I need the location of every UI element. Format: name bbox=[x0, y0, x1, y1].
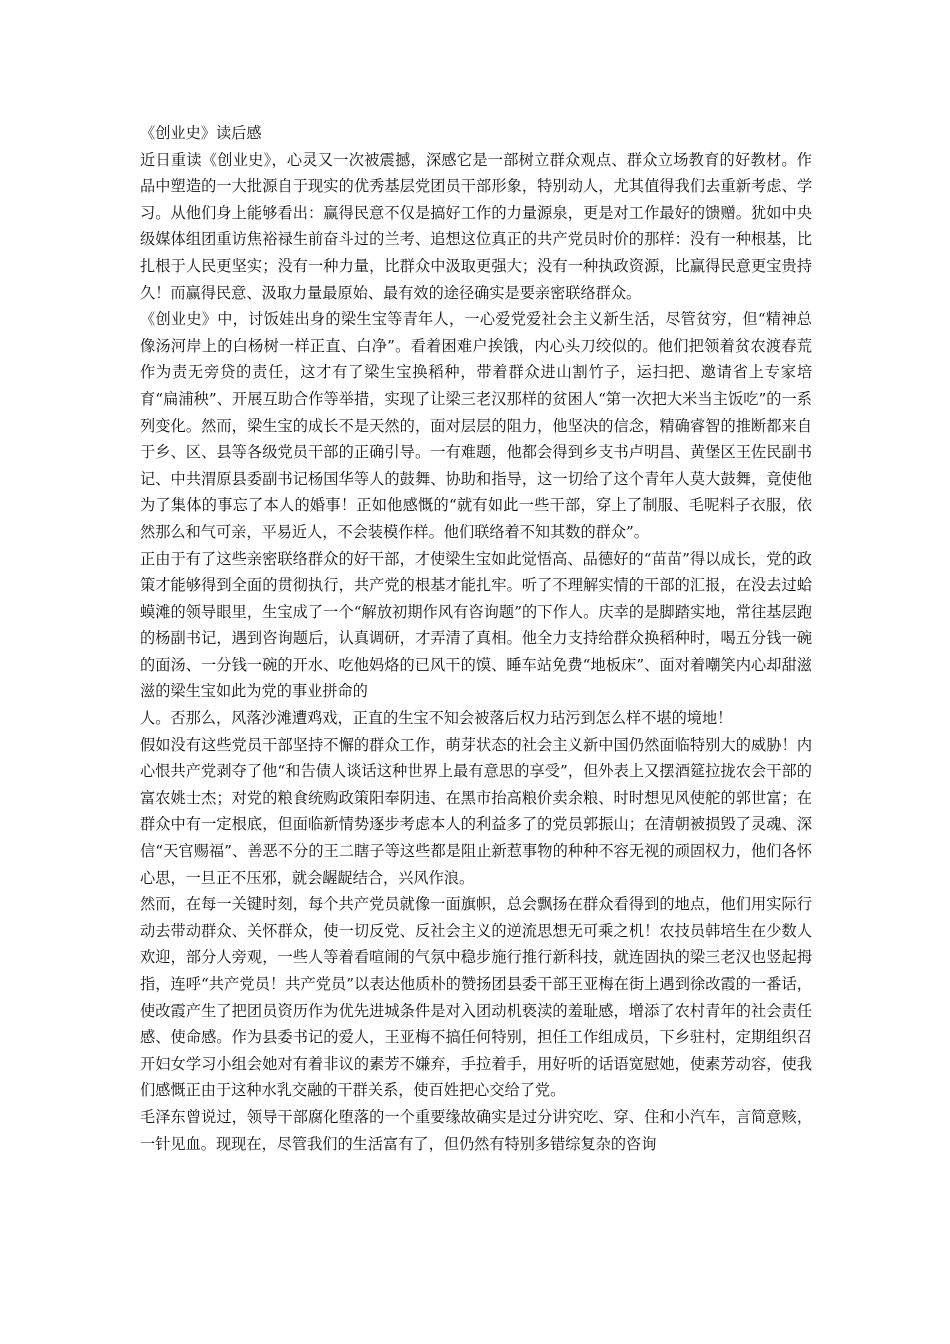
paragraph-5: 然而，在每一关键时刻，每个共产党员就像一面旗帜，总会飘扬在群众看得到的地点，他们用实际行动去带动群众、关怀群众，使一切反党、反社会主义的逆流思想无可乘之机！农技员韩培生在少数人欢迎，部分人旁观，一些人等着看喧闹的气氛中稳步施行推行新科技，就连固执的梁三老汉也竖起拇指，连呼“共产党员！共产党员”以表达他质朴的赞扬团县委干部王亚梅在街上遇到徐改霞的一番话，使改霞产生了把团员资历作为优先进城条件是对入团动机亵渎的羞耻感，增添了农村青年的社会责任感、使命感。作为县委书记的爱人，王亚梅不搞任何特别，担任工作组成员，下乡驻村，定期组织召开妇女学习小组会她对有着非议的素芳不嫌弃，手拉着手，用好听的话语宽慰她，使素芳动容，使我们感慨正由于这种水乳交融的干群关系，使百姓把心交给了党。 bbox=[140, 895, 812, 1100]
paragraph-4: 假如没有这些党员干部坚持不懈的群众工作，萌芽状态的社会主义新中国仍然面临特别大的威胁！内心恨共产党剥夺了他“和告债人谈话这种世界上最有意思的享受”，但外表上又摆酒筵拉拢农会干部的富农姚士杰；对党的粮食统购政策阳奉阴违、在黑市抬高粮价卖余粮、时时想见风使舵的郭世富；在群众中有一定根底，但面临新情势逐步考虑本人的利益多了的党员郭振山；在清朝被损毁了灵魂、深信“天官赐福”、善恶不分的王二瞎子等这些都是阻止新惹事物的种种不容无视的顽固权力，他们各怀心思，一旦正不压邪，就会龌龊结合，兴风作浪。 bbox=[140, 735, 812, 887]
document-page bbox=[140, 120, 812, 1157]
document-title: 《创业史》读后感 bbox=[140, 124, 262, 142]
paragraph-6: 毛泽东曾说过，领导干部腐化堕落的一个重要缘故确实是过分讲究吃、穿、住和小汽车，言简意赅，一针见血。现现在，尽管我们的生活富有了，但仍然有特别多错综复杂的咨询 bbox=[140, 1107, 812, 1153]
paragraph-1: 近日重读《创业史》，心灵又一次被震撼，深感它是一部树立群众观点、群众立场教育的好教材。作品中塑造的一大批源自于现实的优秀基层党团员干部形象，特别动人，尤其值得我们去重新考虑、学习。从他们身上能够看出：赢得民意不仅是搞好工作的力量源泉，更是对工作最好的馈赠。犹如中央级媒体组团重访焦裕禄生前奋斗过的兰考、追想这位真正的共产党员时价的那样：没有一种根基，比扎根于人民更坚实；没有一种力量，比群众中汲取更强大；没有一种执政资源，比赢得民意更宝贵持久！而赢得民意、汲取力量最原始、最有效的途径确实是要亲密联络群众。 bbox=[140, 150, 812, 302]
paragraph-3: 正由于有了这些亲密联络群众的好干部，才使梁生宝如此觉悟高、品德好的“苗苗”得以成长，党的政策才能够得到全面的贯彻执行，共产党的根基才能扎牢。听了不理解实情的干部的汇报，在没去过蛤蟆滩的领导眼里，生宝成了一个“解放初期作风有咨询题”的下作人。庆幸的是脚踏实地，常往基层跑的杨副书记，遇到咨询题后，认真调研，才弄清了真相。他全力支持给群众换稻种时，喝五分钱一碗的面汤、一分钱一碗的开水、吃他妈烙的已风干的馍、睡车站免费“地板床”、面对着嘲笑内心却甜滋滋的梁生宝如此为党的事业拼命的 bbox=[140, 549, 812, 701]
paragraph-3-continued: 人。否那么，风落沙滩遭鸡戏，正直的生宝不知会被落后权力玷污到怎么样不堪的境地！ bbox=[140, 709, 733, 728]
paragraph-2: 《创业史》中，讨饭娃出身的梁生宝等青年人，一心爱党爱社会主义新生活，尽管贫穷，但“精神总像汤河岸上的白杨树一样正直、白净”。看着困难户挨饿，内心头刀绞似的。他们把领着贫农渡春荒作为责无旁贷的责任，这才有了梁生宝换稻种，带着群众进山割竹子，运扫把、邀请省上专家培育“扁浦秧”、开展互助合作等举措，实现了让梁三老汉那样的贫困人“第一次把大米当主饭吃”的一系列变化。然而，梁生宝的成长不是天然的，面对层层的阻力，他坚决的信念，精确睿智的推断都来自于乡、区、县等各级党员干部的正确引导。一有难题，他都会得到乡支书卢明昌、黄堡区王佐民副书记、中共渭原县委副书记杨国华等人的鼓舞、协助和指导，这一切给了这个青年人莫大鼓舞，竟使他为了集体的事忘了本人的婚事！正如他感慨的“就有如此一些干部，穿上了制服、毛呢料子衣服，依然那么和气可亲，平易近人，不会装模作样。他们联络着不知其数的群众”。 bbox=[140, 310, 812, 541]
